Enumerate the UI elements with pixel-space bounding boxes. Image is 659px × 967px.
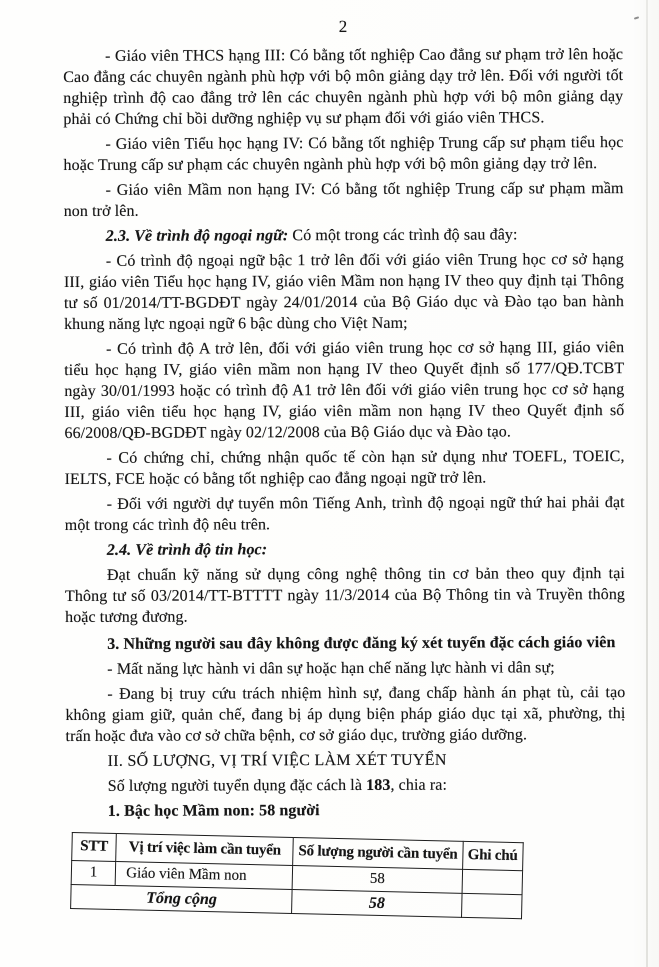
total-recruitment-number: 183 — [366, 776, 391, 794]
para-total-recruitment — [66, 774, 626, 797]
para-criminal-liability: - Đang bị truy cứu trách nhiệm hình sự, đang chấp hành án phạt tù, cải tạo không giam giữ, quản chế, đang bị áp dụng biện pháp giáo dục tại xã, phường, thị trấn hoặc đưa vào cơ sở chữa bệnh, cơ sở giáo dục, trường giáo dưỡng. — [65, 684, 626, 745]
table-cell-quantity: 58 — [293, 866, 463, 894]
recruitment-table — [70, 832, 524, 919]
heading-section-II: II. SỐ LƯỢNG, VỊ TRÍ VIỆC LÀM XÉT TUYỂN — [107, 751, 447, 770]
scan-speck-artifact — [634, 16, 639, 19]
table-header-stt: STT — [72, 832, 117, 861]
heading-foreign-language-text: Có một trong các trình độ sau đây: — [288, 226, 518, 245]
heading-informatics: 2.4. Về trình độ tin học: — [106, 541, 268, 559]
total-recruitment-rest: , chia ra: — [390, 776, 448, 794]
scan-edge-artifact — [646, 0, 648, 967]
para-language-levelA: - Có trình độ A trở lên, đối với giáo viên trung học cơ sở hạng III, giáo viên tiểu học hạng IV, giáo viên mầm non hạng IV theo Quyết định số 177/QĐ.TCBT ngày 30/01/1993 hoặc có trình độ A1 trở lên đối với giáo viên trung học cơ sở hạng III, giáo viên tiểu học hạng IV, giáo viên mầm non hạng IV theo Quyết định số 66/2008/QĐ-BGDĐT ngày 02/12/2008 của Bộ Giáo dục và Đào tạo. — [64, 339, 625, 442]
heading-ineligible-persons: 3. Những người sau đây không được đăng ký xét tuyển đặc cách giáo viên — [107, 634, 616, 653]
document-content — [63, 16, 626, 912]
para-informatics-standard: Đạt chuẩn kỹ năng sử dụng công nghệ thông tin cơ bản theo quy định tại Thông tư số 03/2014/TT-BTTTT ngày 11/3/2014 của Bộ Thông tin và Truyền thông hoặc tương đương. — [64, 565, 626, 626]
para-tieuhoc-qualification: - Giáo viên Tiểu học hạng IV: Có bằng tốt nghiệp Trung cấp sư phạm tiểu học hoặc Trung cấp sư phạm các chuyên ngành phù hợp với bộ môn giảng dạy trở lên. — [63, 134, 624, 174]
table-header-position: Vị trí việc làm cần tuyển — [116, 833, 294, 865]
table-header-quantity: Số lượng người cần tuyển — [293, 838, 463, 870]
para-english-applicants: - Đối với người dự tuyển môn Tiếng Anh, trình độ ngoại ngữ thứ hai phải đạt một trong các trình độ nêu trên. — [64, 494, 625, 534]
table-cell-note — [462, 869, 523, 894]
total-recruitment-lead: Số lượng người tuyển dụng đặc cách là — [107, 776, 367, 795]
para-civil-capacity: - Mất năng lực hành vi dân sự hoặc hạn chế năng lực hành vi dân sự; — [107, 659, 555, 678]
table-total-note — [461, 893, 522, 918]
heading-foreign-language-number: 2.3. Về trình độ ngoại ngữ: — [105, 227, 289, 245]
table-cell-position: Giáo viên Mầm non — [115, 861, 293, 889]
table-cell-stt: 1 — [71, 860, 116, 885]
table-total-value: 58 — [292, 889, 462, 917]
heading-mamnon-level: 1. Bậc học Mầm non: 58 người — [107, 802, 320, 820]
table-total-label: Tổng cộng — [71, 884, 293, 913]
para-thcs-qualification: - Giáo viên THCS hạng III: Có bằng tốt nghiệp Cao đẳng sư phạm trở lên hoặc Cao đẳng các chuyên ngành phù hợp với bộ môn giảng dạy trở lên. Đối với người tốt nghiệp trình độ cao đẳng trở lên các chuyên ngành phù hợp với bộ môn giảng dạy phải có Chứng chỉ bồi dưỡng nghiệp vụ sư phạm đối với giáo viên THCS. — [63, 46, 624, 128]
heading-foreign-language — [64, 224, 624, 247]
para-mamnon-qualification: - Giáo viên Mầm non hạng IV: Có bằng tốt nghiệp Trung cấp sư phạm mầm non trở lên. — [63, 180, 624, 220]
recruitment-table-wrapper — [70, 832, 524, 919]
para-language-certificates: - Có chứng chỉ, chứng nhận quốc tế còn hạn sử dụng như TOEFL, TOEIC, IELTS, FCE hoặc có bằng tốt nghiệp cao đẳng ngoại ngữ trở lên. — [64, 448, 625, 488]
para-language-level1: - Có trình độ ngoại ngữ bậc 1 trở lên đối với giáo viên Trung học cơ sở hạng III, giáo viên Tiểu học hạng IV, giáo viên Mầm non hạng IV theo quy định tại Thông tư số 01/2014/TT-BGDĐT ngày 24/01/2014 của Bộ Giáo dục và Đào tạo ban hành khung năng lực ngoại ngữ 6 bậc dùng cho Việt Nam; — [63, 251, 625, 333]
table-header-note: Ghi chú — [462, 841, 523, 870]
page-number: 2 — [338, 17, 348, 37]
